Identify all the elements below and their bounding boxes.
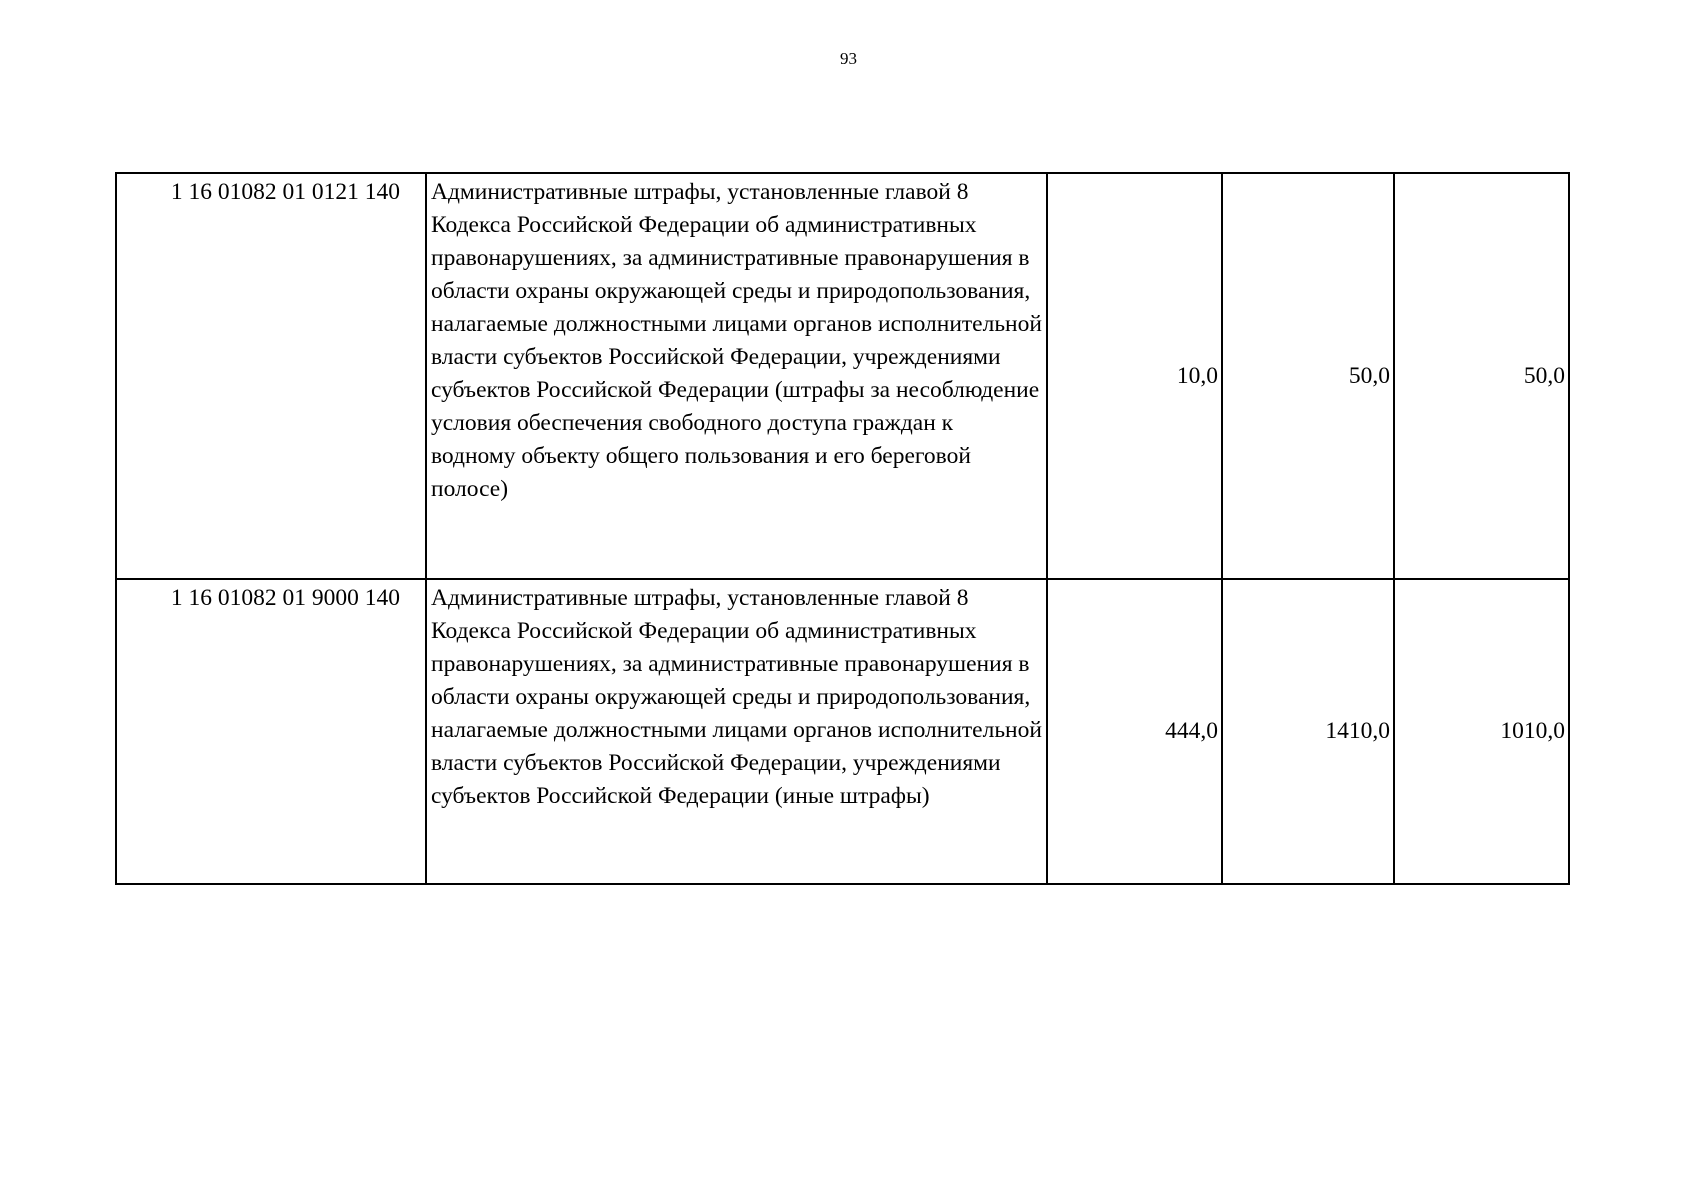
- table-row: [116, 173, 1569, 579]
- page-number: 93: [840, 49, 857, 68]
- budget-revenue-table: [115, 172, 1570, 885]
- amount-cell-3: 50,0: [1394, 173, 1569, 579]
- amount-cell-2: 1410,0: [1222, 579, 1394, 884]
- revenue-description: Административные штрафы, установленные главой 8 Кодекса Российской Федерации об административных правонарушениях, за административные правонарушения в области охраны окружающей среды и природопользования, налагаемые должностными лицами органов исполнительной власти субъектов Российской Федерации, учреждениями субъектов Российской Федерации (иные штрафы): [426, 579, 1047, 884]
- table-row: [116, 579, 1569, 884]
- amount-cell-1: 444,0: [1047, 579, 1222, 884]
- budget-classification-code: 1 16 01082 01 0121 140: [116, 173, 426, 579]
- amount-cell-3: 1010,0: [1394, 579, 1569, 884]
- amount-cell-1: 10,0: [1047, 173, 1222, 579]
- revenue-description: Административные штрафы, установленные главой 8 Кодекса Российской Федерации об административных правонарушениях, за административные правонарушения в области охраны окружающей среды и природопользования, налагаемые должностными лицами органов исполнительной власти субъектов Российской Федерации, учреждениями субъектов Российской Федерации (штрафы за несоблюдение условия обеспечения свободного доступа граждан к водному объекту общего пользования и его береговой полосе): [426, 173, 1047, 579]
- budget-classification-code: 1 16 01082 01 9000 140: [116, 579, 426, 884]
- amount-cell-2: 50,0: [1222, 173, 1394, 579]
